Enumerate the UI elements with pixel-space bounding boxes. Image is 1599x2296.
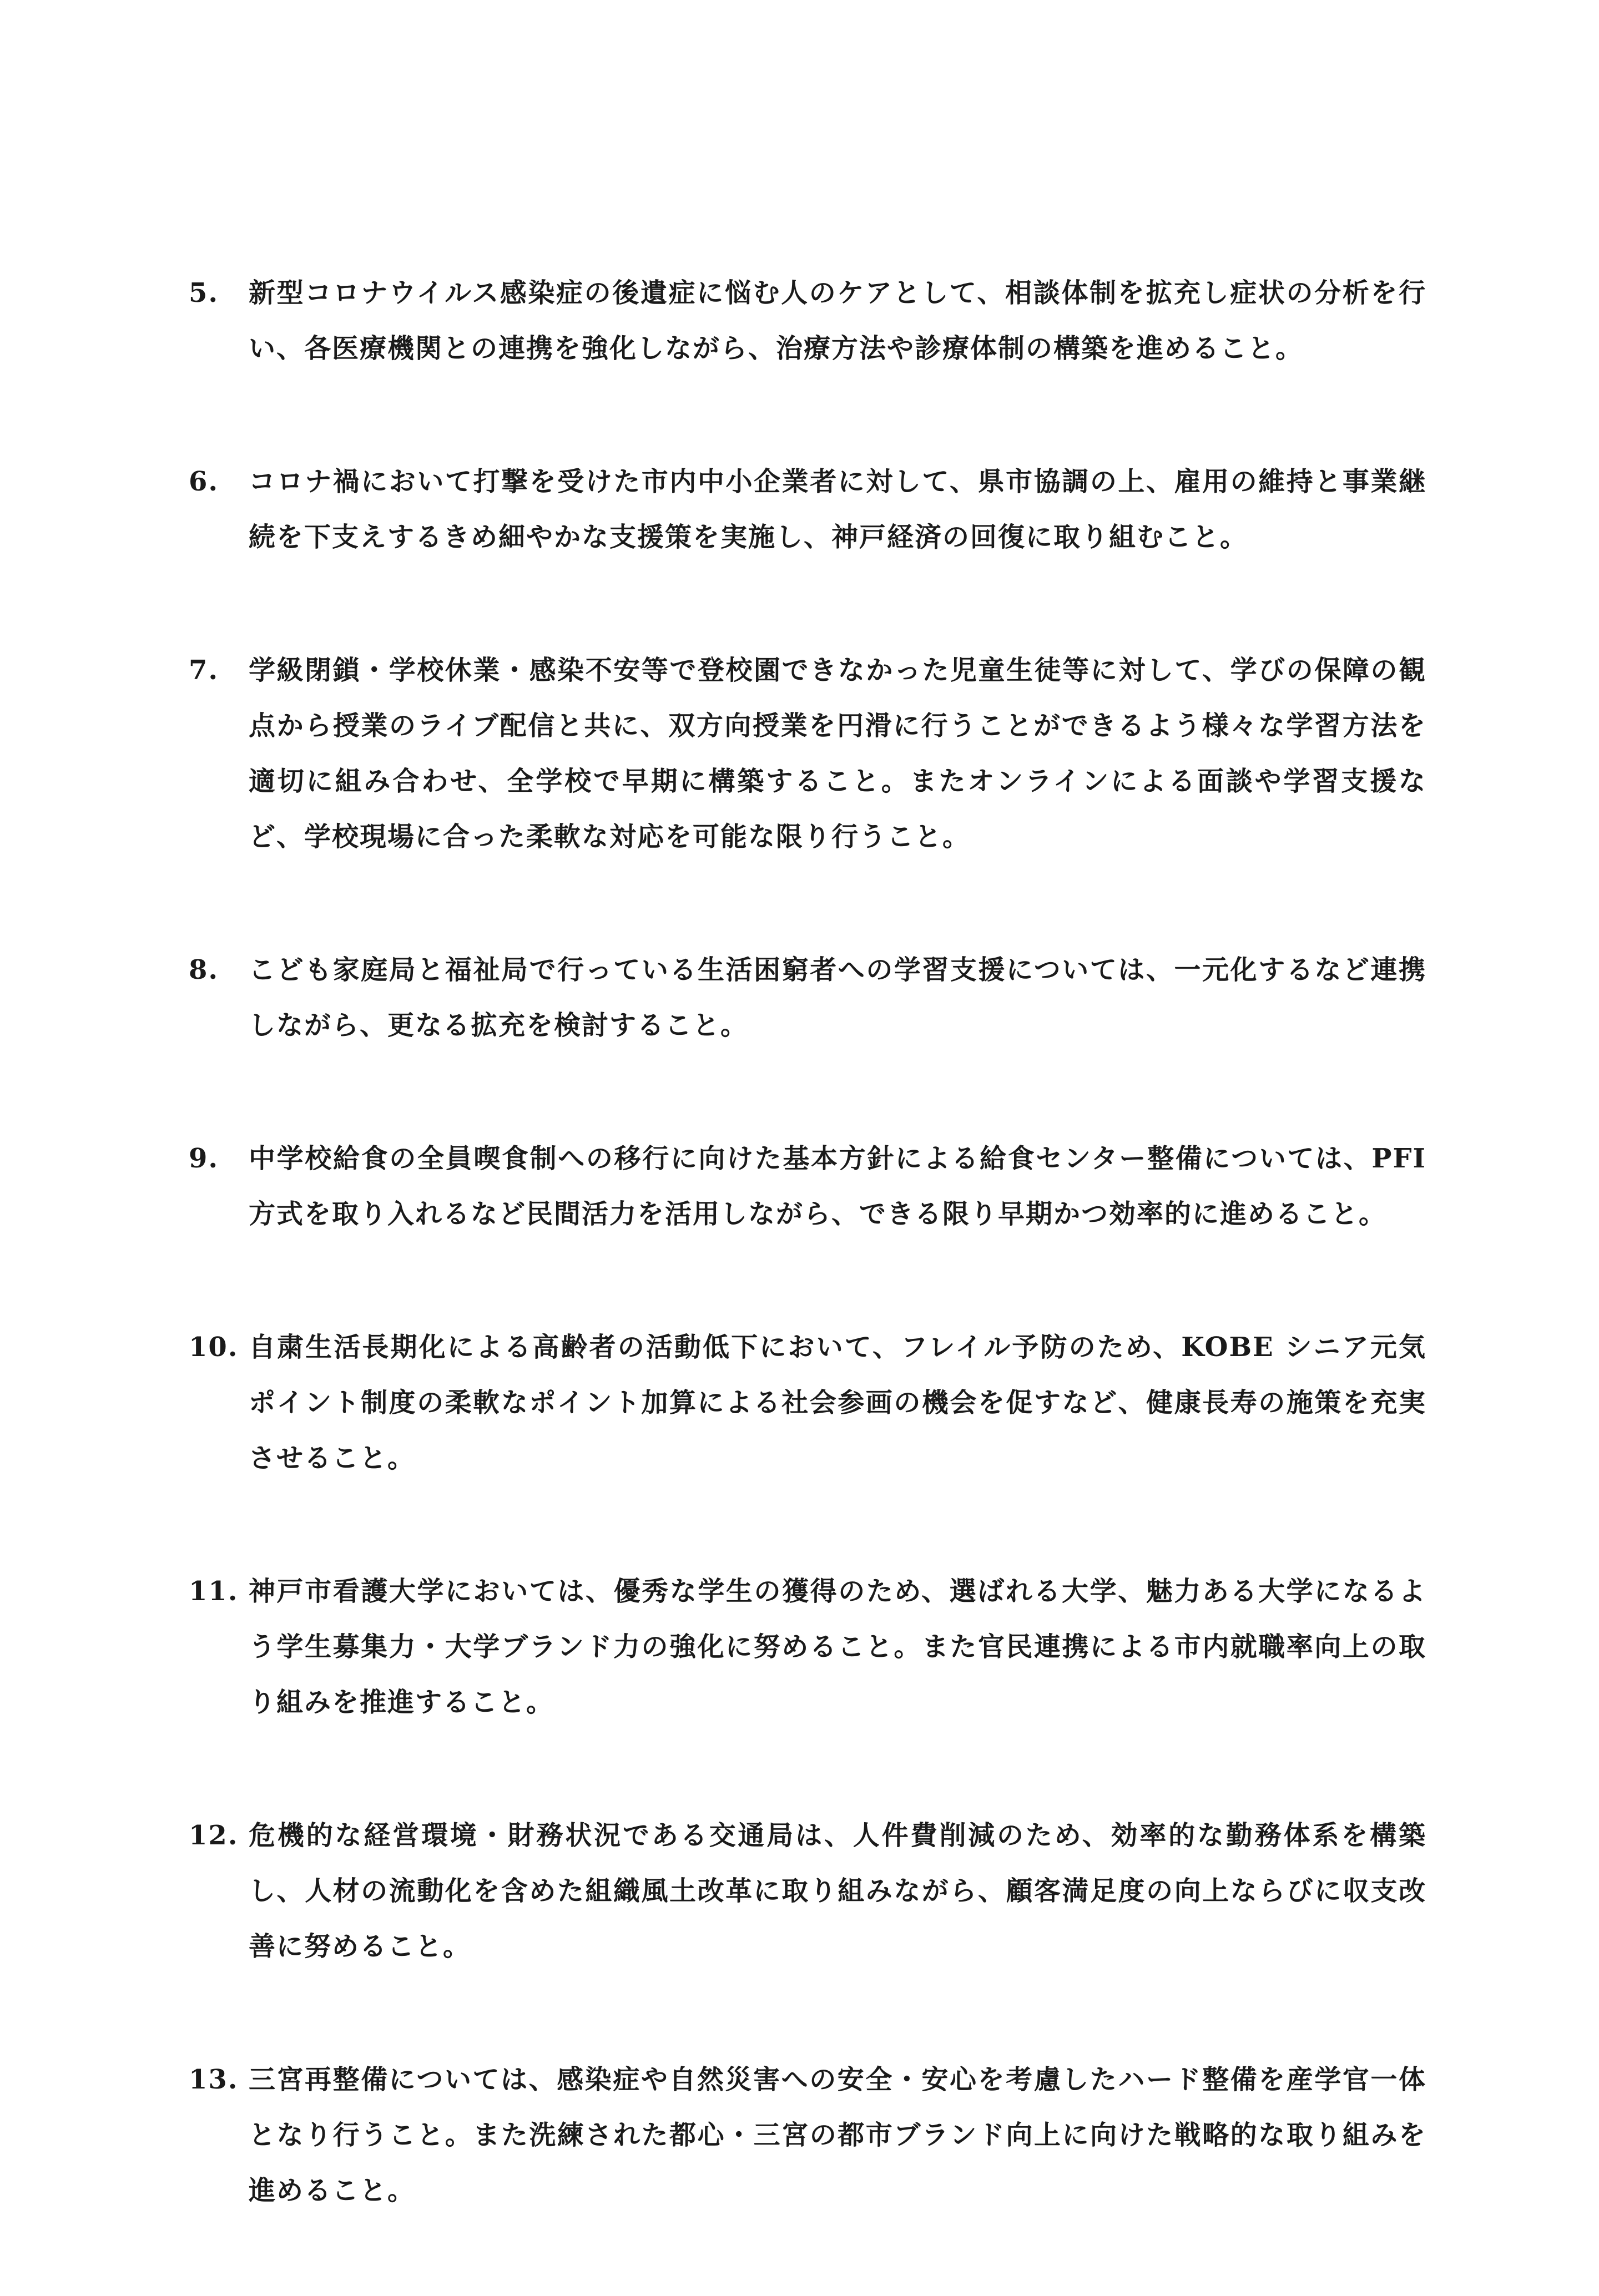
item-number: 6. (189, 466, 219, 497)
list-item (189, 643, 1426, 864)
list-item (189, 2052, 1426, 2218)
item-text: 三宮再整備については、感染症や自然災害への安全・安心を考慮したハード整備を産学官一体となり行うこと。また洗練された都心・三宮の都市ブランド向上に向けた戦略的な取り組みを進めること。 (249, 2064, 1426, 2206)
list-item (189, 942, 1426, 1053)
item-number: 12. (189, 1820, 239, 1851)
item-number: 8. (189, 954, 219, 985)
list-item (189, 454, 1426, 565)
list-item (189, 1808, 1426, 1974)
item-number: 5. (189, 277, 219, 309)
list-item (189, 1564, 1426, 1730)
item-number: 7. (189, 655, 219, 686)
item-text: 中学校給食の全員喫食制への移行に向けた基本方針による給食センター整備については、PFI 方式を取り入れるなど民間活力を活用しながら、できる限り早期かつ効率的に進めること。 (249, 1143, 1426, 1230)
item-text: コロナ禍において打撃を受けた市内中小企業者に対して、県市協調の上、雇用の維持と事業継続を下支えするきめ細やかな支援策を実施し、神戸経済の回復に取り組むこと。 (249, 466, 1426, 553)
item-number: 11. (189, 1576, 239, 1607)
item-text: 自粛生活長期化による高齢者の活動低下において、フレイル予防のため、KOBE シニア元気ポイント制度の柔軟なポイント加算による社会参画の機会を促すなど、健康長寿の施策を充実させること。 (249, 1332, 1426, 1474)
item-text: 学級閉鎖・学校休業・感染不安等で登校園できなかった児童生徒等に対して、学びの保障の観点から授業のライブ配信と共に、双方向授業を円滑に行うことができるよう様々な学習方法を適切に組み合わせ、全学校で早期に構築すること。またオンラインによる面談や学習支援など、学校現場に合った柔軟な対応を可能な限り行うこと。 (249, 655, 1426, 852)
list-item (189, 1131, 1426, 1242)
item-text: 危機的な経営環境・財務状況である交通局は、人件費削減のため、効率的な勤務体系を構築し、人材の流動化を含めた組織風土改革に取り組みながら、顧客満足度の向上ならびに収支改善に努めること。 (249, 1820, 1426, 1962)
item-text: 神戸市看護大学においては、優秀な学生の獲得のため、選ばれる大学、魅力ある大学になるよう学生募集力・大学ブランド力の強化に努めること。また官民連携による市内就職率向上の取り組みを推進すること。 (249, 1576, 1426, 1718)
item-number: 9. (189, 1143, 219, 1174)
list-item (189, 265, 1426, 376)
item-number: 13. (189, 2064, 239, 2095)
item-number: 10. (189, 1332, 239, 1363)
list-item (189, 1319, 1426, 1486)
item-text: 新型コロナウイルス感染症の後遺症に悩む人のケアとして、相談体制を拡充し症状の分析を行い、各医療機関との連携を強化しながら、治療方法や診療体制の構築を進めること。 (249, 277, 1426, 364)
numbered-item-list (189, 265, 1426, 2296)
item-text: こども家庭局と福祉局で行っている生活困窮者への学習支援については、一元化するなど連携しながら、更なる拡充を検討すること。 (249, 954, 1426, 1041)
